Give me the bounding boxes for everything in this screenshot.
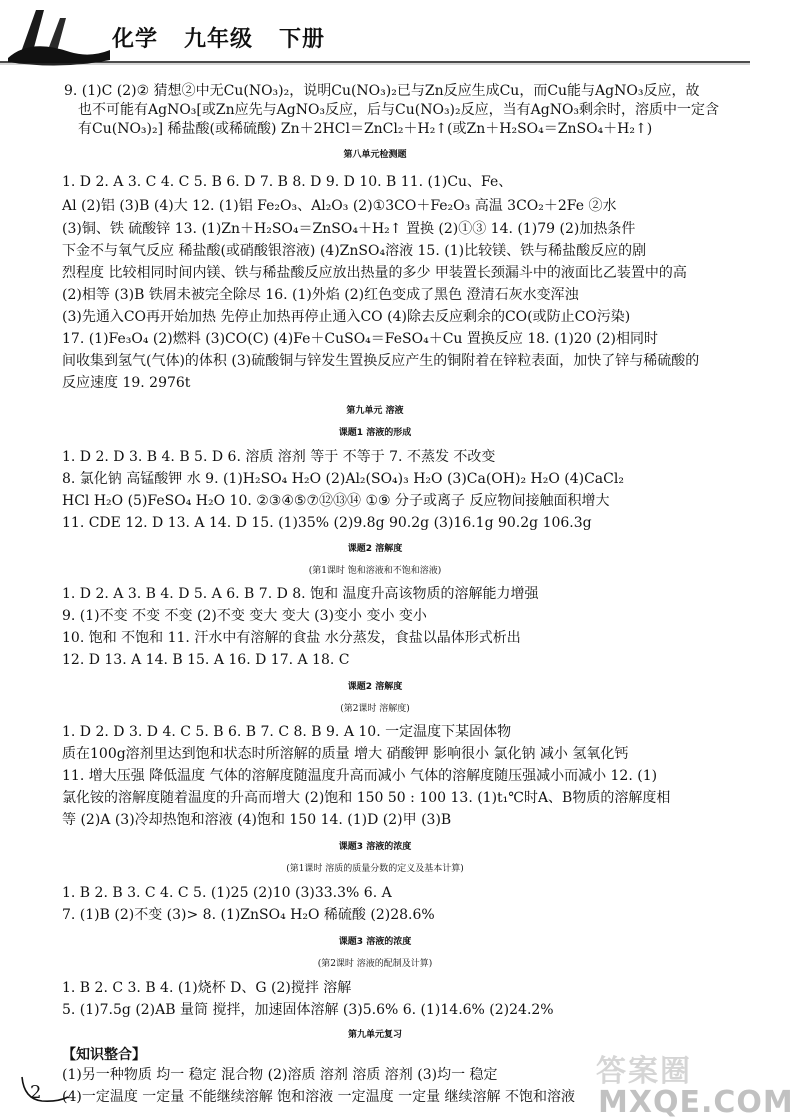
text-line: 等 (2)A (3)冷却热饱和溶液 (4)饱和 150 14. (1)D (2)甲 (3)B — [62, 812, 452, 828]
watermark-text: MXQE.COM — [598, 1085, 794, 1120]
lesson-subheading: (第1课时 饱和溶液和不饱和溶液) — [308, 566, 442, 576]
text-line: 9. (1)C (2)② 猜想②中无Cu(NO₃)₂，说明Cu(NO₃)₂已与Zn反应生成Cu，而Cu能与AgNO₃反应，故 — [64, 83, 700, 99]
text-line: 5. (1)7.5g (2)AB 量筒 搅拌，加速固体溶解 (3)5.6% 6. (1)14.6% (2)24.2% — [62, 1002, 554, 1018]
topic-heading: 课题3 溶液的浓度 — [338, 842, 412, 852]
text-line: HCl H₂O (5)FeSO₄ H₂O 10. ②③④⑤⑦⑫⑬⑭ ①⑨ 分子或离子 反应物间接触面积增大 — [62, 493, 610, 509]
text-line: 1. B 2. C 3. B 4. (1)烧杯 D、G (2)搅拌 溶解 — [62, 980, 352, 996]
page-title: 化学 九年级 下册 — [112, 27, 325, 52]
text-line: 10. 饱和 不饱和 11. 汗水中有溶解的食盐 水分蒸发，食盐以晶体形式析出 — [62, 630, 521, 646]
text-line: (2)相等 (3)B 铁屑未被完全除尽 16. (1)外焰 (2)红色变成了黑色 澄清石灰水变浑浊 — [62, 287, 579, 303]
text-line: (4)一定温度 一定量 不能继续溶解 饱和溶液 一定温度 一定量 继续溶解 不饱和溶液 — [62, 1089, 575, 1105]
topic-heading: 课题1 溶液的形成 — [338, 428, 412, 438]
topic-heading: 课题3 溶液的浓度 — [338, 937, 412, 947]
text-line: (3)先通入CO再开始加热 先停止加热再停止通入CO (4)除去反应剩余的CO(或防止CO污染) — [62, 309, 631, 325]
text-line: (3)铜、铁 硫酸锌 13. (1)Zn＋H₂SO₄＝ZnSO₄＋H₂↑ 置换 (2)①③ 14. (1)79 (2)加热条件 — [62, 221, 636, 237]
text-line: (1)另一种物质 均一 稳定 混合物 (2)溶质 溶剂 溶质 溶剂 (3)均一 稳定 — [62, 1067, 498, 1083]
knowledge-label: 【知识整合】 — [62, 1047, 146, 1063]
text-line: 8. 氯化钠 高锰酸钾 水 9. (1)H₂SO₄ H₂O (2)Al₂(SO₄)₃ H₂O (3)Ca(OH)₂ H₂O (4)CaCl₂ — [62, 471, 624, 487]
text-line: Al (2)铝 (3)B (4)大 12. (1)铝 Fe₂O₃、Al₂O₃ (2)①3CO＋Fe₂O₃ 高温 3CO₂＋2Fe ②水 — [62, 198, 617, 214]
text-line: 11. 增大压强 降低温度 气体的溶解度随温度升高而减小 气体的溶解度随压强减小而减小 12. (1) — [62, 768, 658, 784]
text-line: 氯化铵的溶解度随着温度的升高而增大 (2)饱和 150 50 : 100 13. (1)t₁℃时A、B物质的溶解度相 — [62, 790, 671, 806]
text-line: 也不可能有AgNO₃[或Zn应先与AgNO₃反应，后与Cu(NO₃)₂反应，当有AgNO₃剩余时，溶质中一定含 — [78, 102, 720, 118]
text-line: 9. (1)不变 不变 不变 (2)不变 变大 变大 (3)变小 变小 变小 — [62, 608, 427, 624]
section-heading: 第八单元检测题 — [343, 150, 407, 160]
page-number: 2 — [30, 1082, 42, 1103]
text-line: 17. (1)Fe₃O₄ (2)燃料 (3)CO(C) (4)Fe＋CuSO₄＝FeSO₄＋Cu 置换反应 18. (1)20 (2)相同时 — [62, 331, 658, 347]
lesson-subheading: (第2课时 溶液的配制及计算) — [317, 959, 433, 969]
text-line: 1. D 2. A 3. C 4. C 5. B 6. D 7. B 8. D 9. D 10. B 11. (1)Cu、Fe、 — [62, 174, 513, 190]
topic-heading: 课题2 溶解度 — [347, 682, 403, 692]
text-line: 反应速度 19. 2976t — [62, 375, 191, 391]
text-line: 烈程度 比较相同时间内镁、铁与稀盐酸反应放出热量的多少 甲装置长颈漏斗中的液面比乙装置中的高 — [62, 265, 687, 281]
lesson-subheading: (第1课时 溶质的质量分数的定义及基本计算) — [286, 864, 464, 874]
text-line: 1. D 2. D 3. B 4. B 5. D 6. 溶质 溶剂 等于 不等于 7. 不蒸发 不改变 — [62, 449, 496, 465]
text-line: 1. B 2. B 3. C 4. C 5. (1)25 (2)10 (3)33.3% 6. A — [62, 885, 392, 901]
review-heading: 第九单元复习 — [347, 1030, 402, 1040]
text-line: 1. D 2. D 3. D 4. C 5. B 6. B 7. C 8. B 9. A 10. 一定温度下某固体物 — [62, 724, 512, 740]
unit-heading: 第九单元 溶液 — [346, 406, 404, 416]
page-header — [0, 0, 750, 80]
watermark-logo: 答案圈 — [596, 1054, 692, 1089]
lesson-subheading: (第2课时 溶解度) — [340, 704, 410, 714]
text-line: 7. (1)B (2)不变 (3)> 8. (1)ZnSO₄ H₂O 稀硫酸 (2)28.6% — [62, 907, 435, 923]
topic-heading: 课题2 溶解度 — [347, 544, 403, 554]
page-number-curve — [20, 1075, 70, 1105]
text-line: 12. D 13. A 14. B 15. A 16. D 17. A 18. C — [62, 652, 350, 668]
text-line: 1. D 2. A 3. B 4. D 5. A 6. B 7. D 8. 饱和 温度升高该物质的溶解能力增强 — [62, 586, 539, 602]
text-line: 质在100g溶剂里达到饱和状态时所溶解的质量 增大 硝酸钾 影响很小 氯化钠 减小 氢氧化钙 — [62, 746, 629, 762]
text-line: 有Cu(NO₃)₂] 稀盐酸(或稀硫酸) Zn＋2HCl＝ZnCl₂＋H₂↑(或Zn＋H₂SO₄＝ZnSO₄＋H₂↑) — [78, 121, 653, 137]
text-line: 间收集到氢气(气体)的体积 (3)硫酸铜与锌发生置换反应产生的铜附着在锌粒表面，加快了锌与稀硫酸的 — [62, 353, 700, 369]
text-line: 11. CDE 12. D 13. A 14. D 15. (1)35% (2)9.8g 90.2g (3)16.1g 90.2g 106.3g — [62, 515, 592, 531]
text-line: 下金不与氧气反应 稀盐酸(或硝酸银溶液) (4)ZnSO₄溶液 15. (1)比较镁、铁与稀盐酸反应的剧 — [62, 243, 647, 259]
